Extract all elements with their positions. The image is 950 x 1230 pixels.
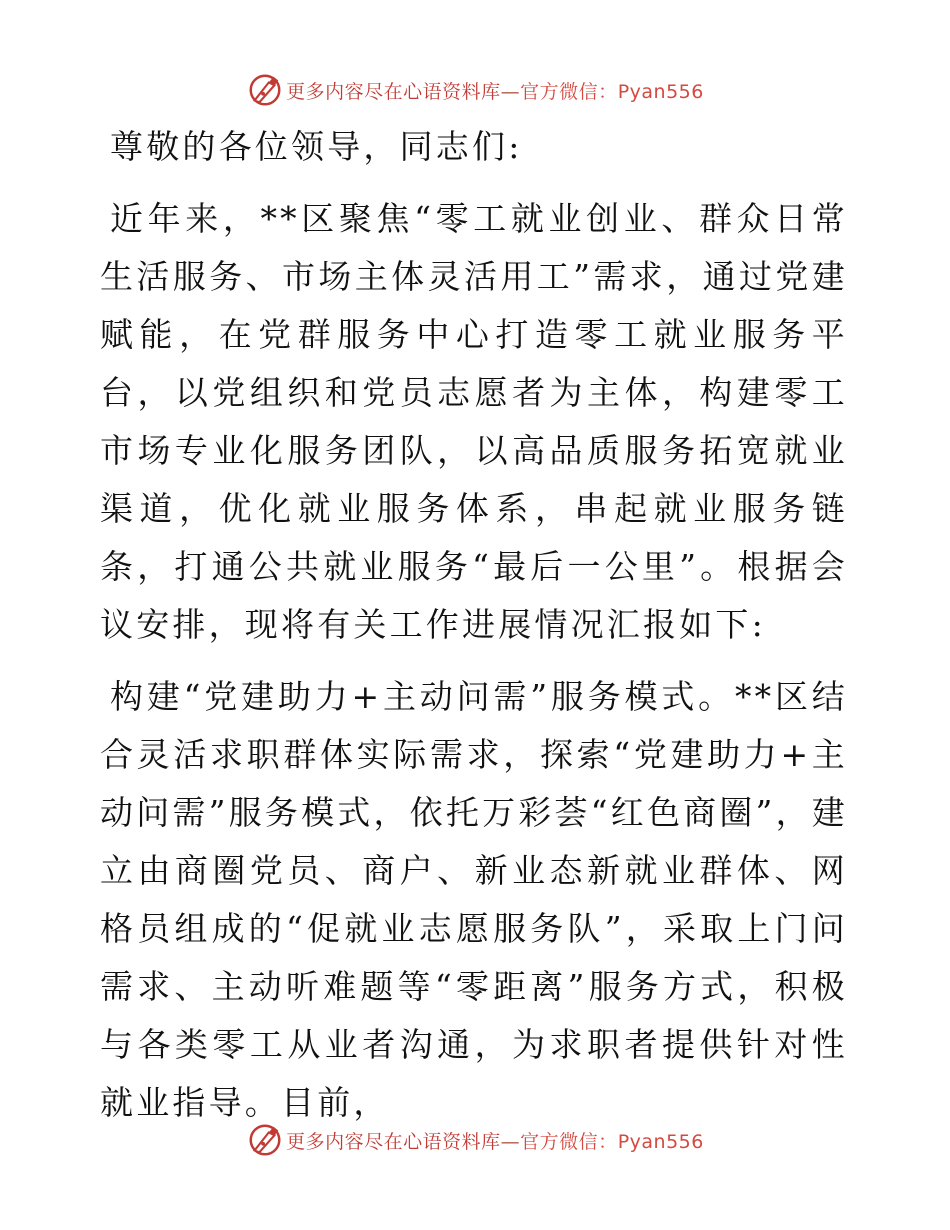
watermark-official: 官方微信： [520,1130,618,1153]
watermark-text [286,77,704,104]
pen-nib-logo-icon [246,1121,284,1159]
header-watermark-banner [0,68,950,112]
footer-watermark-banner [0,1118,950,1162]
watermark-dash: — [500,80,521,103]
pen-nib-logo-icon [246,71,284,109]
document-body [100,118,848,1132]
watermark-main: 更多内容尽在心语资料库 [286,1130,501,1153]
watermark-wechat-id: Pyan556 [617,1130,704,1153]
greeting-line: 尊敬的各位领导，同志们: [110,127,523,166]
watermark-main: 更多内容尽在心语资料库 [286,80,501,103]
watermark-text [286,1127,704,1154]
watermark-wechat-id: Pyan556 [617,80,704,103]
paragraph-intro: 近年来，**区聚焦“零工就业创业、群众日常生活服务、市场主体灵活用工”需求，通过党建赋能，在党群服务中心打造零工就业服务平台，以党组织和党员志愿者为主体，构建零工市场专业化服务团队，以高品质服务拓宽就业渠道，优化就业服务体系，串起就业服务链条，打通公共就业服务“最后一公里”。根据会议安排，现将有关工作进展情况汇报如下: [100,199,848,644]
watermark-official: 官方微信： [520,80,618,103]
paragraph-service-model: 构建“党建助力+主动问需”服务模式。**区结合灵活求职群体实际需求，探索“党建助力+主动问需”服务模式，依托万彩荟“红色商圈”，建立由商圈党员、商户、新业态新就业群体、网格员组成的“促就业志愿服务队”，采取上门问需求、主动听难题等“零距离”服务方式，积极与各类零工从业者沟通，为求职者提供针对性就业指导。目前， [100,677,849,1122]
watermark-dash: — [500,1130,521,1153]
